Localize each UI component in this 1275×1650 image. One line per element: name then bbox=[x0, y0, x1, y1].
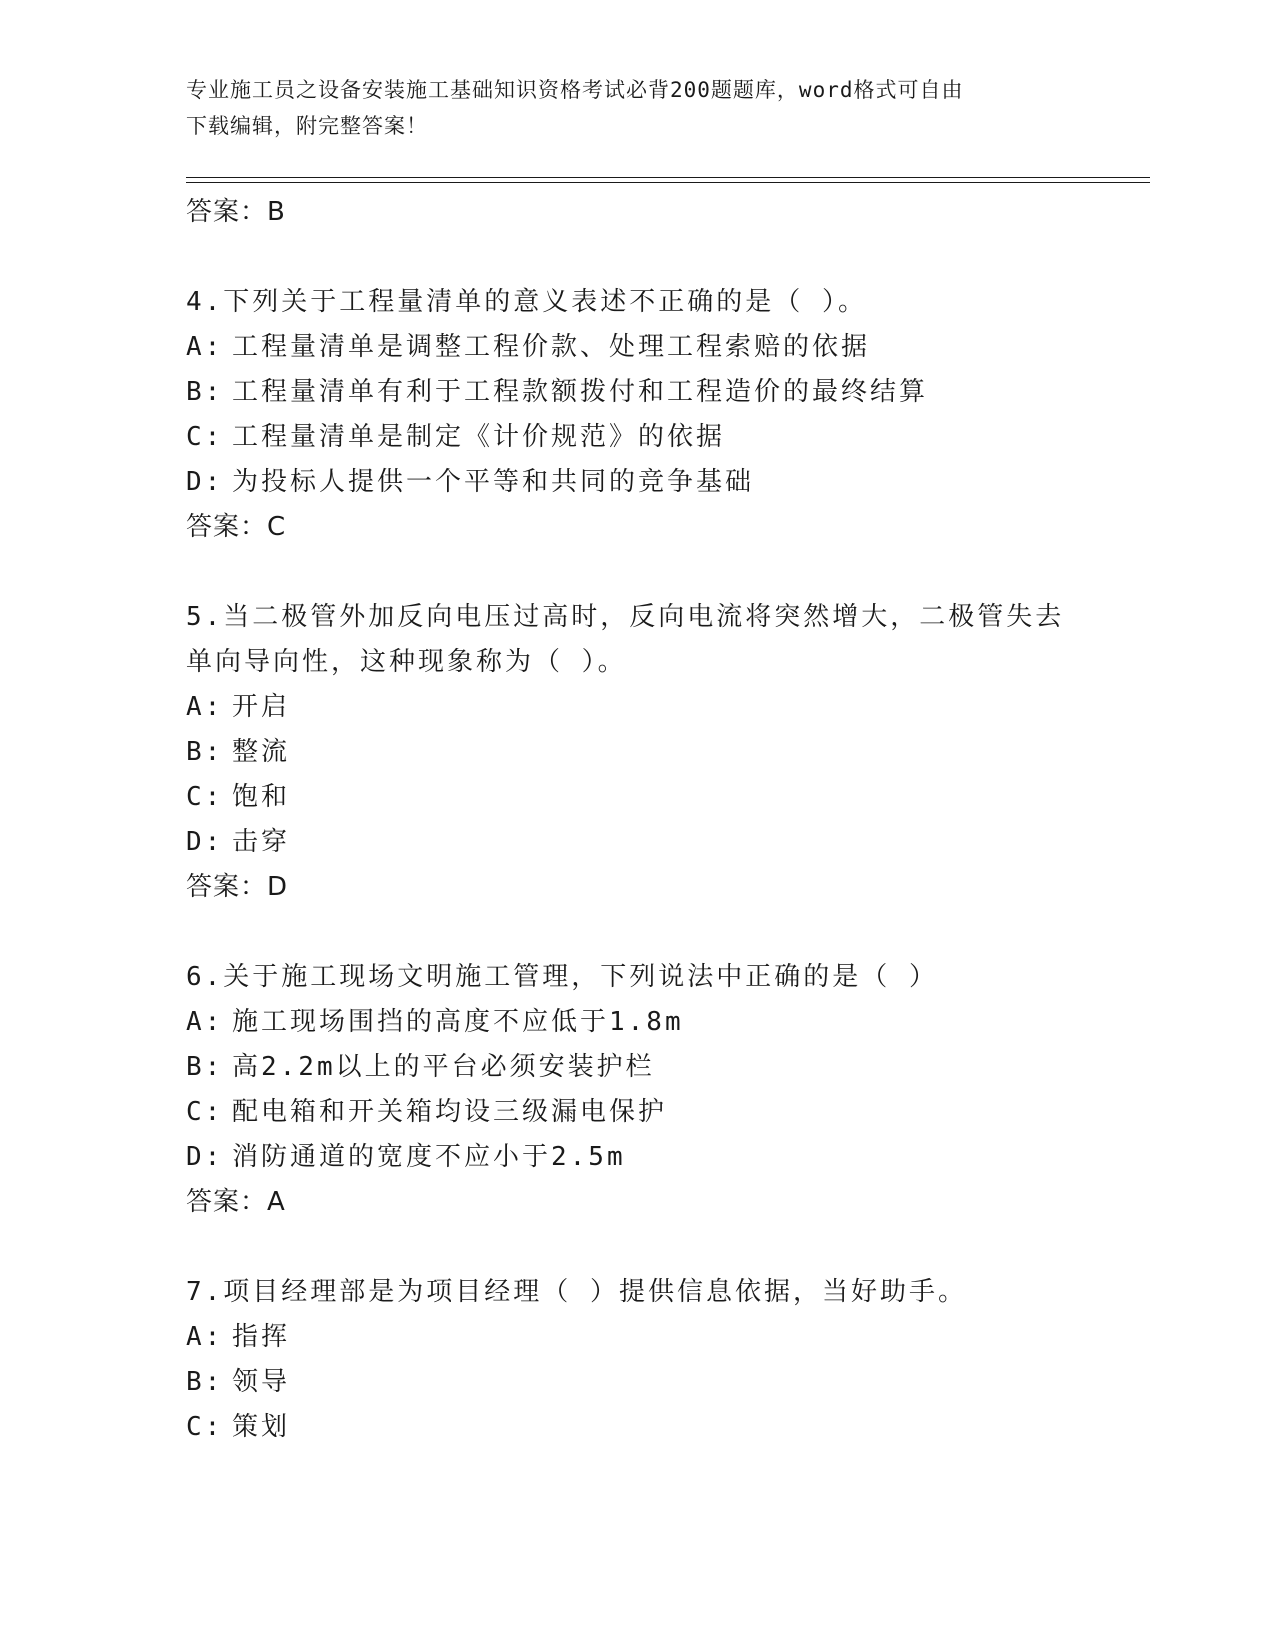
option-text: 策划 bbox=[232, 1412, 291, 1442]
option-letter: D: bbox=[186, 467, 224, 497]
question-text-line-2: 单向导向性，这种现象称为（ ）。 bbox=[186, 647, 627, 677]
question-text: 4.下列关于工程量清单的意义表述不正确的是（ ）。 bbox=[186, 287, 867, 317]
document-header bbox=[186, 72, 1066, 144]
question-text-line-1: 5.当二极管外加反向电压过高时，反向电流将突然增大，二极管失去 bbox=[186, 602, 1065, 632]
question-7 bbox=[186, 1270, 1150, 1450]
option-text: 高2.2m以上的平台必须安装护栏 bbox=[232, 1052, 655, 1082]
option-letter: A: bbox=[186, 332, 224, 362]
option-b bbox=[186, 730, 1150, 775]
answer: 答案：D bbox=[186, 872, 289, 902]
question-6 bbox=[186, 955, 1150, 1225]
option-a bbox=[186, 325, 1150, 370]
question-text: 6.关于施工现场文明施工管理，下列说法中正确的是（ ） bbox=[186, 962, 938, 992]
option-letter: D: bbox=[186, 1142, 224, 1172]
option-c bbox=[186, 775, 1150, 820]
option-c bbox=[186, 415, 1150, 460]
option-text: 消防通道的宽度不应小于2.5m bbox=[232, 1142, 626, 1172]
question-5 bbox=[186, 595, 1150, 910]
header-divider-bottom bbox=[186, 182, 1150, 183]
question-text: 7.项目经理部是为项目经理（ ）提供信息依据，当好助手。 bbox=[186, 1277, 967, 1307]
option-text: 领导 bbox=[232, 1367, 291, 1397]
option-text: 施工现场围挡的高度不应低于1.8m bbox=[232, 1007, 684, 1037]
option-text: 工程量清单是制定《计价规范》的依据 bbox=[232, 422, 726, 452]
option-c bbox=[186, 1405, 1150, 1450]
question-4 bbox=[186, 280, 1150, 550]
previous-answer: 答案：B bbox=[186, 197, 286, 227]
option-b bbox=[186, 1360, 1150, 1405]
option-letter: B: bbox=[186, 737, 224, 767]
option-letter: A: bbox=[186, 1322, 224, 1352]
option-c bbox=[186, 1090, 1150, 1135]
option-text: 指挥 bbox=[232, 1322, 291, 1352]
option-text: 整流 bbox=[232, 737, 291, 767]
option-letter: B: bbox=[186, 1367, 224, 1397]
header-line-2: 下载编辑，附完整答案！ bbox=[186, 114, 428, 138]
option-letter: B: bbox=[186, 377, 224, 407]
option-d bbox=[186, 460, 1150, 505]
option-letter: A: bbox=[186, 692, 224, 722]
header-line-1: 专业施工员之设备安装施工基础知识资格考试必背200题题库，word格式可自由 bbox=[186, 78, 964, 102]
header-divider-top bbox=[186, 177, 1150, 178]
option-letter: C: bbox=[186, 1097, 224, 1127]
option-text: 工程量清单是调整工程价款、处理工程索赔的依据 bbox=[232, 332, 871, 362]
option-b bbox=[186, 370, 1150, 415]
option-d bbox=[186, 1135, 1150, 1180]
option-text: 饱和 bbox=[232, 782, 291, 812]
option-b bbox=[186, 1045, 1150, 1090]
question-list bbox=[186, 190, 1150, 1450]
option-letter: C: bbox=[186, 782, 224, 812]
option-a bbox=[186, 1315, 1150, 1360]
option-a bbox=[186, 1000, 1150, 1045]
option-text: 为投标人提供一个平等和共同的竞争基础 bbox=[232, 467, 755, 497]
option-text: 开启 bbox=[232, 692, 291, 722]
option-letter: B: bbox=[186, 1052, 224, 1082]
option-letter: C: bbox=[186, 1412, 224, 1442]
option-letter: D: bbox=[186, 827, 224, 857]
answer: 答案：A bbox=[186, 1187, 286, 1217]
option-text: 击穿 bbox=[232, 827, 291, 857]
option-text: 配电箱和开关箱均设三级漏电保护 bbox=[232, 1097, 668, 1127]
option-letter: A: bbox=[186, 1007, 224, 1037]
option-letter: C: bbox=[186, 422, 224, 452]
answer: 答案：C bbox=[186, 512, 287, 542]
option-text: 工程量清单有利于工程款额拨付和工程造价的最终结算 bbox=[232, 377, 929, 407]
option-a bbox=[186, 685, 1150, 730]
option-d bbox=[186, 820, 1150, 865]
